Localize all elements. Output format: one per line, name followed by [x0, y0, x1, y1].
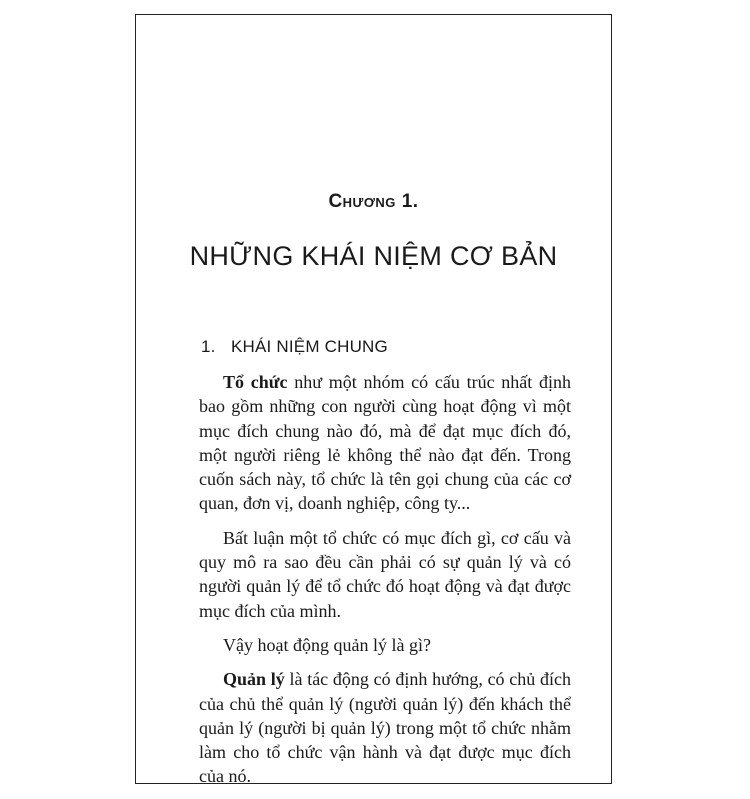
term-management: Quản lý	[223, 669, 285, 690]
section-heading	[201, 337, 388, 357]
paragraph-organization	[199, 370, 571, 516]
paragraph-text: Bất luận một tổ chức có mục đích gì, cơ cấu và quy mô ra sao đều cần phải có sự quản lý và có người quản lý để tổ chức đó hoạt động và đạt được mục đích của mình.	[199, 527, 571, 621]
term-organization: Tổ chức	[223, 372, 288, 392]
book-page	[135, 14, 612, 787]
chapter-label: Chương 1.	[328, 191, 419, 212]
paragraph-text: như một nhóm có cấu trúc nhất định bao gồm những con người cùng hoạt động vì một mục đích chung nào đó, mà để đạt mục đích đó, một người riêng lẻ không thể nào đạt đến. Trong cuốn sách này, tổ chức là tên gọi chung của các cơ quan, đơn vị, doanh nghiệp, công ty...	[199, 372, 572, 514]
body-text	[199, 370, 571, 799]
section-title: KHÁI NIỆM CHUNG	[231, 337, 388, 356]
paragraph-management-definition	[199, 667, 571, 788]
paragraph-text: là tác động có định hướng, có chủ đích của chủ thể quản lý (người quản lý) đến khách thể quản lý (người bị quản lý) trong một tổ chức nhằm làm cho tổ chức vận hành và đạt được mục đích của nó.	[199, 669, 571, 787]
chapter-title: NHỮNG KHÁI NIỆM CƠ BẢN	[189, 241, 558, 271]
paragraph-question	[199, 633, 571, 657]
section-number: 1.	[201, 337, 216, 356]
paragraph-management-need	[199, 526, 571, 623]
paragraph-text: Vậy hoạt động quản lý là gì?	[223, 634, 431, 655]
